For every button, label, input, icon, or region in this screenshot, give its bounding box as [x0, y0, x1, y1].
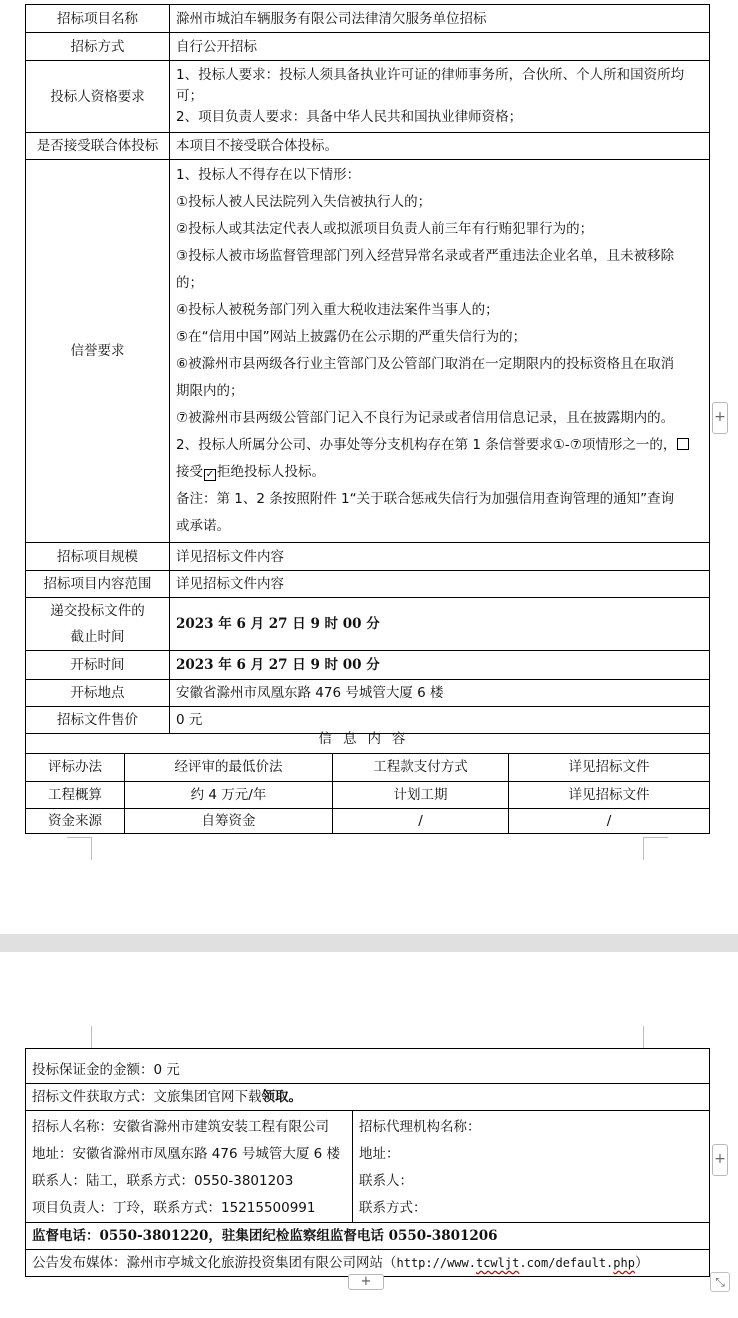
url-part: http://www.: [396, 1256, 476, 1270]
obtain-method: [26, 1084, 710, 1111]
publish-media-close: ）: [634, 1255, 649, 1271]
obtain-bold-text: 领取。: [261, 1089, 302, 1105]
qualification-item-2: 2、项目负责人要求：具备中华人民共和国执业律师资格；: [176, 109, 523, 125]
qualification-label: 投标人资格要求: [26, 61, 170, 133]
credit-label: 信誉要求: [26, 160, 170, 543]
page-separator: [0, 934, 738, 952]
bond-text: 投标保证金的金额：0 元: [32, 1062, 180, 1078]
info-cell: 约 4 万元/年: [125, 781, 333, 808]
info-content-table: [25, 726, 710, 834]
deadline-value: 2023 年 6 月 27 日 9 时 00 分: [170, 598, 710, 651]
deadline-label-line: 截止时间: [70, 629, 125, 645]
info-cell: 工程款支付方式: [333, 753, 509, 781]
url-part: tcwljt: [475, 1256, 520, 1270]
add-column-button[interactable]: +: [348, 1274, 384, 1290]
agent-contact: 联系人：: [359, 1173, 413, 1189]
scale-value: 详见招标文件内容: [170, 543, 710, 571]
table-resize-icon[interactable]: ⤡: [710, 1272, 730, 1292]
scope-value: 详见招标文件内容: [170, 571, 710, 598]
info-cell: /: [333, 808, 509, 833]
publish-media-url[interactable]: [397, 1256, 635, 1270]
info-cell: 详见招标文件: [509, 781, 710, 808]
credit-branch-line: [176, 432, 703, 459]
publish-media-text: 公告发布媒体：滁州市亭城文化旅游投资集团有限公司网站（: [32, 1255, 397, 1271]
add-row-button[interactable]: +: [712, 402, 728, 434]
margin-corner-mark: [67, 837, 92, 860]
margin-corner-mark: [643, 1026, 668, 1049]
credit-line: ③投标人被市场监督管理部门列入经营异常名录或者严重违法企业名单，且未被移除: [176, 248, 675, 264]
open-time-value: 2023 年 6 月 27 日 9 时 00 分: [170, 651, 710, 680]
deadline-label-line: 递交投标文件的: [50, 603, 145, 619]
credit-line: ⑥被滁州市县两级各行业主管部门及公管部门取消在一定期限内的投标资格且在取消: [176, 356, 675, 372]
credit-branch-text: 2、投标人所属分公司、办事处等分支机构存在第 1 条信誉要求①-⑦项情形之一的，: [176, 437, 677, 453]
tenderer-address: 地址：安徽省滁州市凤凰东路 476 号城管大厦 6 楼: [32, 1146, 341, 1162]
tenderer-manager: 项目负责人：丁玲，联系方式：15215500991: [32, 1200, 316, 1216]
credit-line: 期限内的；: [176, 383, 244, 399]
method-value: 自行公开招标: [170, 33, 710, 61]
margin-corner-mark: [643, 837, 668, 860]
deadline-label: [26, 598, 170, 651]
info-cell: /: [509, 808, 710, 833]
agent-name: 招标代理机构名称：: [359, 1119, 481, 1135]
agent-info: [353, 1111, 710, 1223]
margin-corner-mark: [67, 1026, 92, 1049]
info-cell: 工程概算: [26, 781, 125, 808]
tenderer-info: [26, 1111, 353, 1223]
open-place-label: 开标地点: [26, 680, 170, 707]
info-cell: 经评审的最低价法: [125, 753, 333, 781]
agent-phone: 联系方式：: [359, 1200, 427, 1216]
qualification-value: [170, 61, 710, 133]
document-page-2: [0, 952, 738, 1318]
joint-bid-value: 本项目不接受联合体投标。: [170, 133, 710, 160]
accept-option: 接受: [176, 464, 203, 480]
credit-note: 或承诺。: [176, 518, 230, 534]
method-label: 招标方式: [26, 33, 170, 61]
tenderer-contact: 联系人：陆工，联系方式：0550-3801203: [32, 1173, 294, 1189]
credit-branch-line-2: [176, 459, 703, 486]
info-header: 信息内容: [26, 726, 710, 753]
reject-option: 拒绝投标人投标。: [217, 464, 325, 480]
checked-box-icon: ✓: [205, 469, 215, 480]
credit-value: [170, 160, 710, 543]
add-row-button[interactable]: +: [712, 1144, 728, 1176]
info-cell: 详见招标文件: [509, 753, 710, 781]
credit-line: ④投标人被税务部门列入重大税收违法案件当事人的；: [176, 302, 499, 318]
bid-contact-table: [25, 1048, 710, 1277]
price-value: 0 元: [170, 707, 710, 734]
credit-line: 的；: [176, 275, 203, 291]
credit-line: ②投标人或其法定代表人或拟派项目负责人前三年有行贿犯罪行为的；: [176, 221, 594, 237]
price-label: 招标文件售价: [26, 707, 170, 734]
open-place-value: 安徽省滁州市凤凰东路 476 号城管大厦 6 楼: [170, 680, 710, 707]
unchecked-box-icon: [677, 438, 689, 450]
credit-line: ①投标人被人民法院列入失信被执行人的；: [176, 194, 432, 210]
info-cell: 自筹资金: [125, 808, 333, 833]
url-part: php: [613, 1256, 635, 1270]
tenderer-name: 招标人名称：安徽省滁州市建筑安装工程有限公司: [32, 1119, 329, 1135]
qualification-item-1: 1、投标人要求：投标人须具备执业许可证的律师事务所，合伙所、个人所和国资所均可；: [176, 67, 685, 104]
info-cell: 评标办法: [26, 753, 125, 781]
scope-label: 招标项目内容范围: [26, 571, 170, 598]
scale-label: 招标项目规模: [26, 543, 170, 571]
info-cell: 资金来源: [26, 808, 125, 833]
obtain-text: 招标文件获取方式：文旅集团官网下载: [32, 1089, 262, 1105]
supervision-phone: 监督电话：0550-3801220，驻集团纪检监察组监督电话 0550-3801206: [26, 1223, 710, 1250]
joint-bid-label: 是否接受联合体投标: [26, 133, 170, 160]
url-part: .com/default.: [519, 1256, 614, 1270]
project-name-label: 招标项目名称: [26, 5, 170, 33]
publish-media: [26, 1250, 710, 1277]
credit-line: ⑤在“信用中国”网站上披露仍在公示期的严重失信行为的；: [176, 329, 527, 345]
credit-line: 1、投标人不得存在以下情形：: [176, 167, 361, 183]
credit-note: 备注：第 1、2 条按照附件 1“关于联合惩戒失信行为加强信用查询管理的通知”查询: [176, 491, 675, 507]
tender-info-table: [25, 4, 710, 734]
info-cell: 计划工期: [333, 781, 509, 808]
agent-address: 地址：: [359, 1146, 400, 1162]
bond-amount: [26, 1049, 710, 1084]
credit-line: ⑦被滁州市县两级公管部门记入不良行为记录或者信用信息记录，且在披露期内的。: [176, 410, 675, 426]
project-name-value: 滁州市城泊车辆服务有限公司法律清欠服务单位招标: [170, 5, 710, 33]
open-time-label: 开标时间: [26, 651, 170, 680]
